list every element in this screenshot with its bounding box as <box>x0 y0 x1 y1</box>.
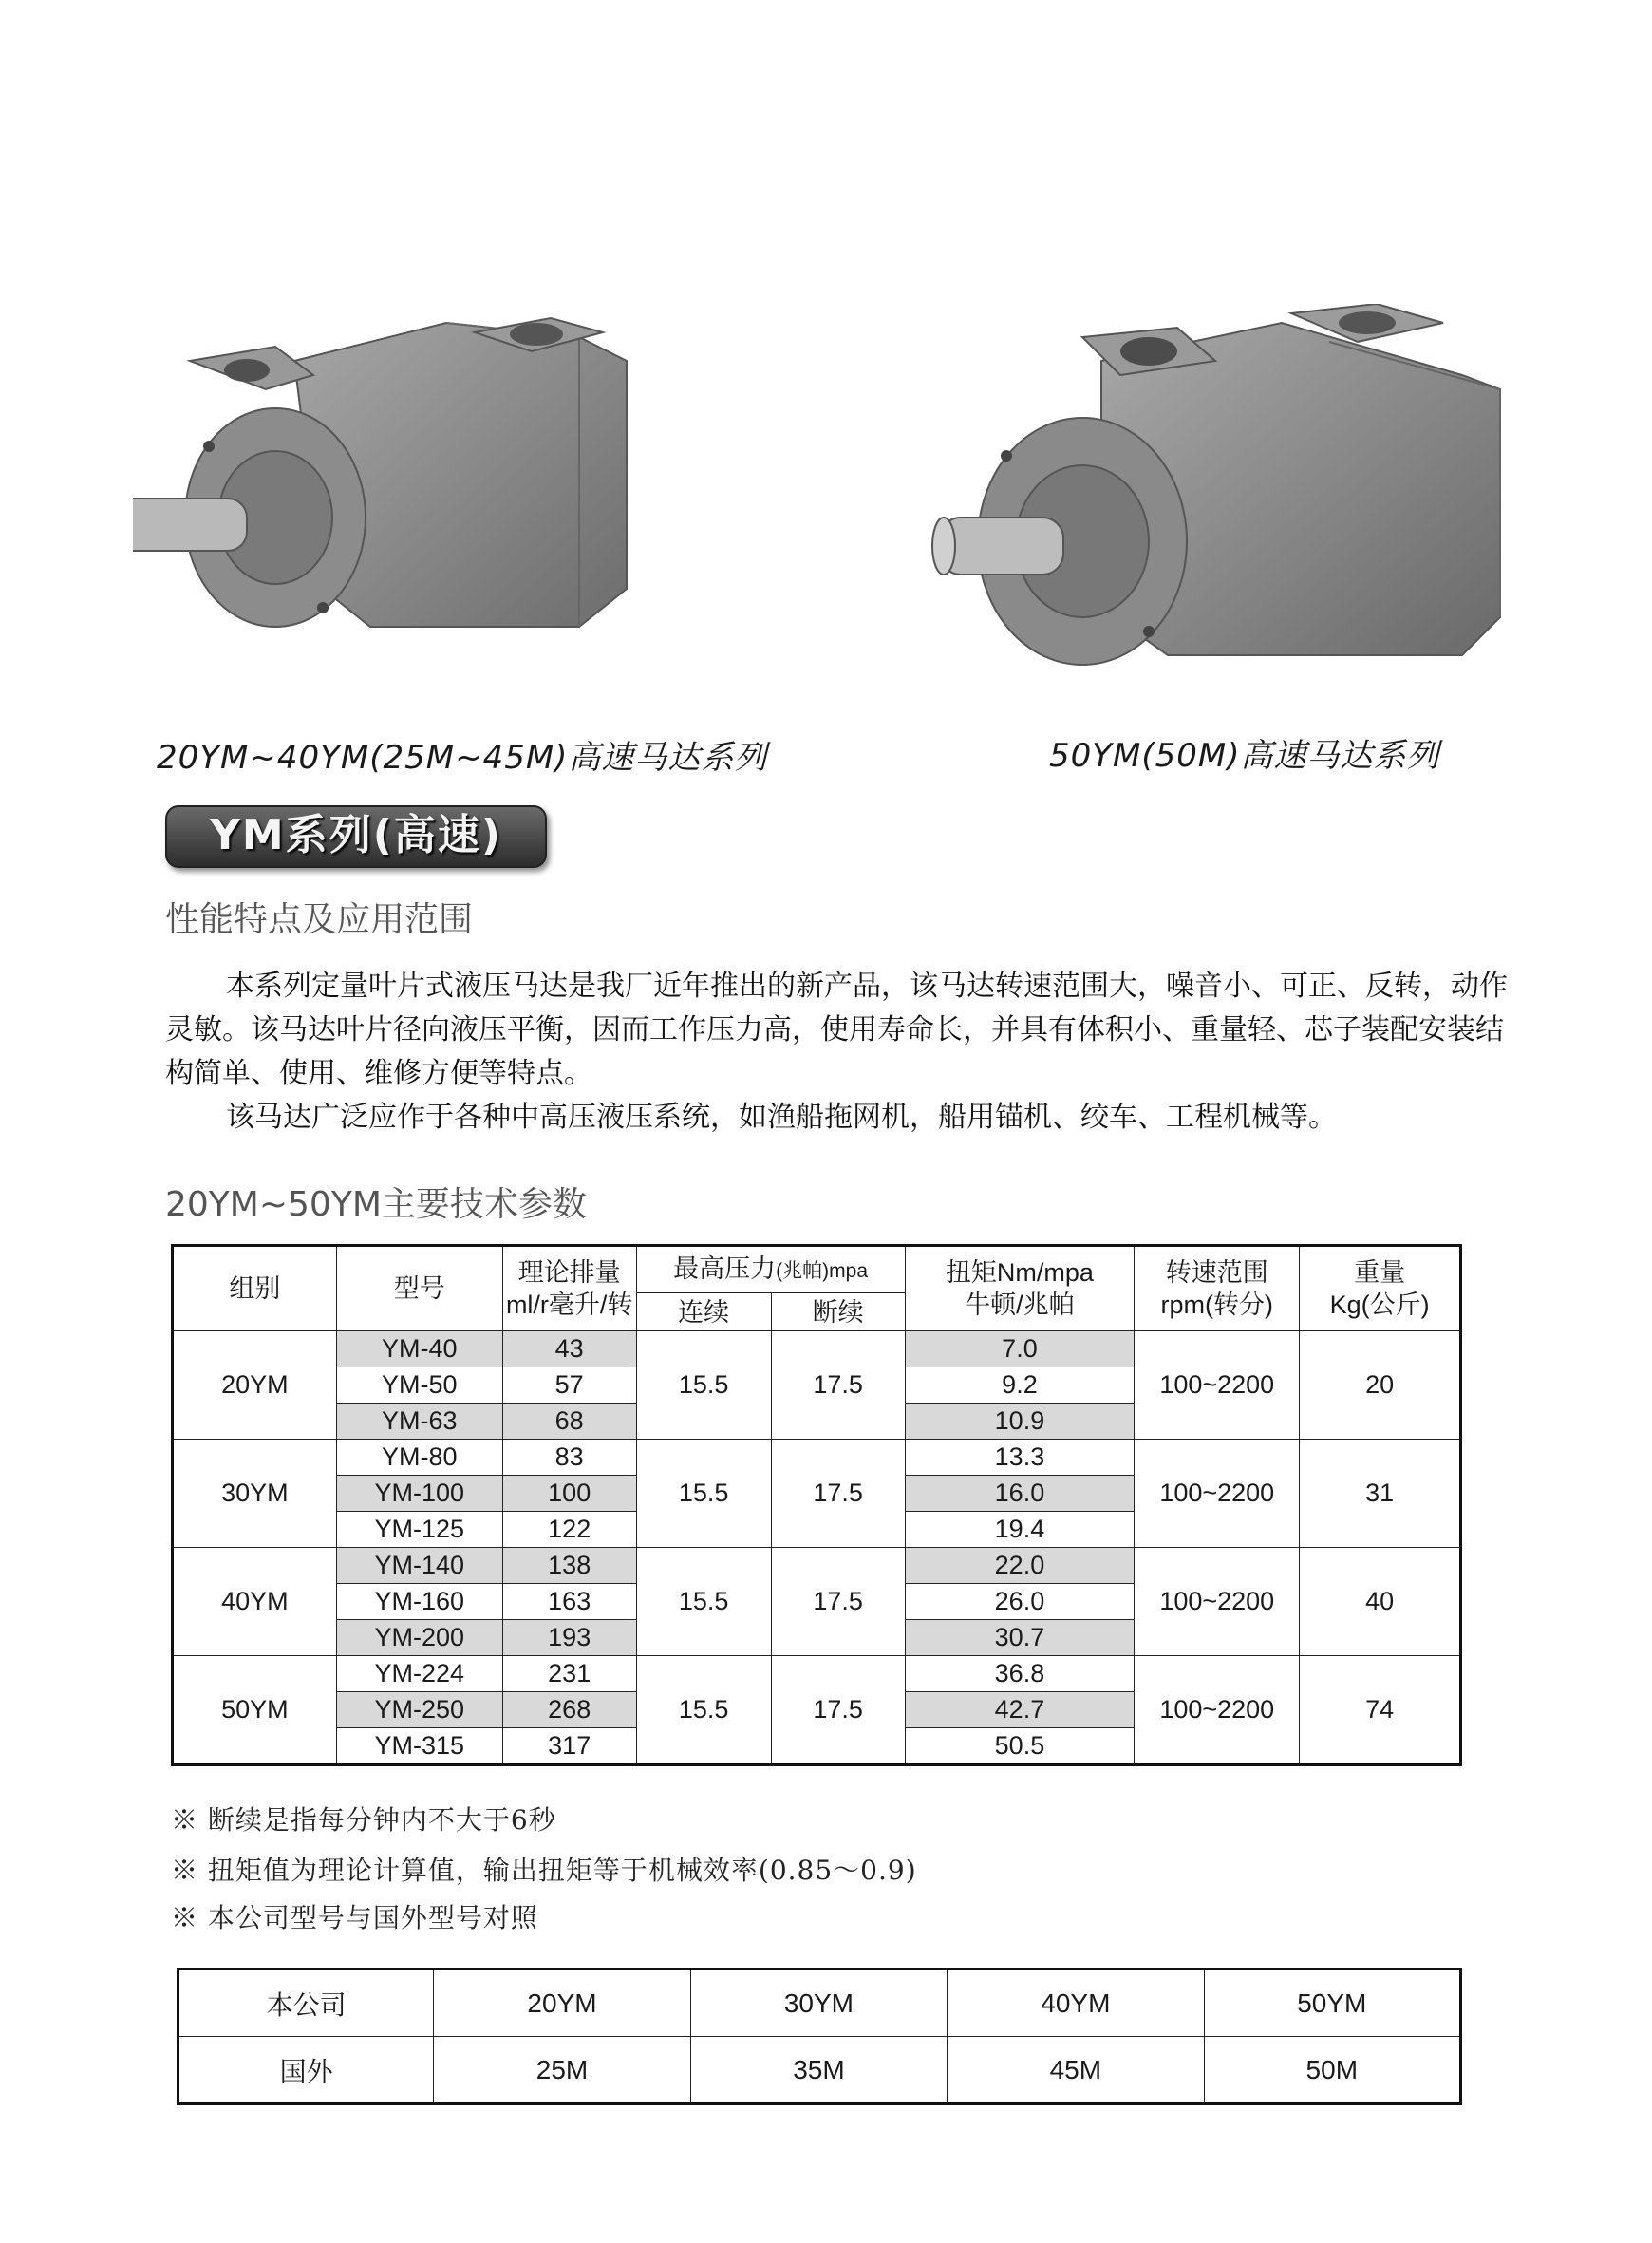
spec-title: 20YM~50YM主要技术参数 <box>165 1185 587 1224</box>
series-banner-text: YM系列(高速) <box>210 811 502 859</box>
product-caption-1: 20YM~40YM(25M~45M)高速马达系列 <box>157 739 768 777</box>
header-displacement-2: ml/r毫升/转 <box>505 1291 633 1319</box>
features-body <box>165 965 1513 1140</box>
product-caption-2: 50YM(50M)高速马达系列 <box>1049 737 1440 775</box>
intermittent-pressure-cell: 17.5 <box>771 1331 905 1440</box>
torque-cell: 36.8 <box>905 1656 1135 1692</box>
model-comparison-table <box>177 1968 1462 2105</box>
model-cell: YM-125 <box>336 1512 502 1548</box>
compare-label: 国外 <box>178 2037 434 2104</box>
speed-cell: 100~2200 <box>1135 1331 1300 1440</box>
intermittent-pressure-cell: 17.5 <box>771 1656 905 1765</box>
header-speed-1: 转速范围 <box>1165 1258 1268 1287</box>
features-title: 性能特点及应用范围 <box>165 900 474 939</box>
note-model-comparison: ※ 本公司型号与国外型号对照 <box>171 1902 538 1933</box>
displacement-cell: 100 <box>502 1476 636 1512</box>
model-cell: YM-63 <box>336 1404 502 1440</box>
displacement-cell: 163 <box>502 1584 636 1620</box>
compare-cell: 40YM <box>948 1970 1204 2037</box>
displacement-cell: 83 <box>502 1440 636 1476</box>
displacement-cell: 57 <box>502 1367 636 1404</box>
model-cell: YM-50 <box>336 1367 502 1404</box>
torque-cell: 26.0 <box>905 1584 1135 1620</box>
note-torque: ※ 扭矩值为理论计算值，输出扭矩等于机械效率(0.85～0.9) <box>171 1855 917 1886</box>
displacement-cell: 43 <box>502 1331 636 1367</box>
speed-cell: 100~2200 <box>1135 1440 1300 1548</box>
compare-cell: 50M <box>1204 2037 1460 2104</box>
displacement-cell: 317 <box>502 1728 636 1765</box>
compare-label: 本公司 <box>178 1970 434 2037</box>
header-group: 组别 <box>173 1246 337 1331</box>
model-cell: YM-250 <box>336 1692 502 1728</box>
intermittent-pressure-cell: 17.5 <box>771 1548 905 1656</box>
header-weight-2: Kg(公斤) <box>1329 1291 1430 1319</box>
header-speed <box>1135 1246 1300 1331</box>
header-pressure-unit: mpa <box>829 1259 869 1282</box>
speed-cell: 100~2200 <box>1135 1656 1300 1765</box>
header-weight <box>1300 1246 1461 1331</box>
model-cell: YM-315 <box>336 1728 502 1765</box>
continuous-pressure-cell: 15.5 <box>636 1440 771 1548</box>
continuous-pressure-cell: 15.5 <box>636 1331 771 1440</box>
displacement-cell: 231 <box>502 1656 636 1692</box>
displacement-cell: 68 <box>502 1404 636 1440</box>
header-torque-1: 扭矩Nm/mpa <box>945 1258 1094 1287</box>
displacement-cell: 268 <box>502 1692 636 1728</box>
weight-cell: 40 <box>1300 1548 1461 1656</box>
intermittent-pressure-cell: 17.5 <box>771 1440 905 1548</box>
weight-cell: 31 <box>1300 1440 1461 1548</box>
group-name: 40YM <box>173 1548 337 1656</box>
header-displacement <box>502 1246 636 1331</box>
torque-cell: 10.9 <box>905 1404 1135 1440</box>
torque-cell: 13.3 <box>905 1440 1135 1476</box>
header-continuous: 连续 <box>636 1293 771 1331</box>
continuous-pressure-cell: 15.5 <box>636 1656 771 1765</box>
torque-cell: 9.2 <box>905 1367 1135 1404</box>
torque-cell: 42.7 <box>905 1692 1135 1728</box>
weight-cell: 20 <box>1300 1331 1461 1440</box>
compare-cell: 20YM <box>434 1970 690 2037</box>
torque-cell: 30.7 <box>905 1620 1135 1656</box>
header-displacement-1: 理论排量 <box>517 1258 621 1287</box>
torque-cell: 19.4 <box>905 1512 1135 1548</box>
motor-photo-20-40ym <box>133 304 741 665</box>
displacement-cell: 193 <box>502 1620 636 1656</box>
torque-cell: 16.0 <box>905 1476 1135 1512</box>
torque-cell: 50.5 <box>905 1728 1135 1765</box>
header-torque <box>905 1246 1135 1331</box>
compare-cell: 35M <box>690 2037 947 2104</box>
model-cell: YM-200 <box>336 1620 502 1656</box>
group-name: 30YM <box>173 1440 337 1548</box>
header-pressure-unit-cn: (兆帕) <box>776 1259 830 1282</box>
continuous-pressure-cell: 15.5 <box>636 1548 771 1656</box>
features-paragraph: 该马达广泛应作于各种中高压液压系统，如渔船拖网机，船用锚机、绞车、工程机械等。 <box>226 1101 1337 1134</box>
series-banner <box>165 805 547 868</box>
header-intermittent: 断续 <box>771 1293 905 1331</box>
model-cell: YM-140 <box>336 1548 502 1584</box>
header-weight-1: 重量 <box>1354 1258 1406 1287</box>
spec-table <box>171 1244 1462 1766</box>
compare-cell: 30YM <box>690 1970 947 2037</box>
displacement-cell: 138 <box>502 1548 636 1584</box>
features-paragraph: 本系列定量叶片式液压马达是我厂近年推出的新产品，该马达转速范围大，噪音小、可正、反转，动作灵敏。该马达叶片径向液压平衡，因而工作压力高，使用寿命长，并具有体积小、重量轻、芯子装配安装结构简单、使用、维修方便等特点。 <box>165 970 1508 1090</box>
compare-cell: 50YM <box>1204 1970 1460 2037</box>
model-cell: YM-160 <box>336 1584 502 1620</box>
displacement-cell: 122 <box>502 1512 636 1548</box>
header-model: 型号 <box>336 1246 502 1331</box>
torque-cell: 7.0 <box>905 1331 1135 1367</box>
note-intermittent: ※ 断续是指每分钟内不大于6秒 <box>171 1804 556 1836</box>
compare-cell: 25M <box>434 2037 690 2104</box>
model-cell: YM-224 <box>336 1656 502 1692</box>
compare-cell: 45M <box>948 2037 1204 2104</box>
header-speed-2: rpm(转分) <box>1160 1291 1273 1319</box>
model-cell: YM-40 <box>336 1331 502 1367</box>
torque-cell: 22.0 <box>905 1548 1135 1584</box>
motor-photo-50ym <box>930 304 1519 684</box>
header-torque-2: 牛顿/兆帕 <box>965 1291 1075 1319</box>
speed-cell: 100~2200 <box>1135 1548 1300 1656</box>
header-pressure-label: 最高压力 <box>673 1253 777 1283</box>
model-cell: YM-100 <box>336 1476 502 1512</box>
weight-cell: 74 <box>1300 1656 1461 1765</box>
group-name: 20YM <box>173 1331 337 1440</box>
group-name: 50YM <box>173 1656 337 1765</box>
model-cell: YM-80 <box>336 1440 502 1476</box>
header-pressure <box>636 1246 905 1293</box>
